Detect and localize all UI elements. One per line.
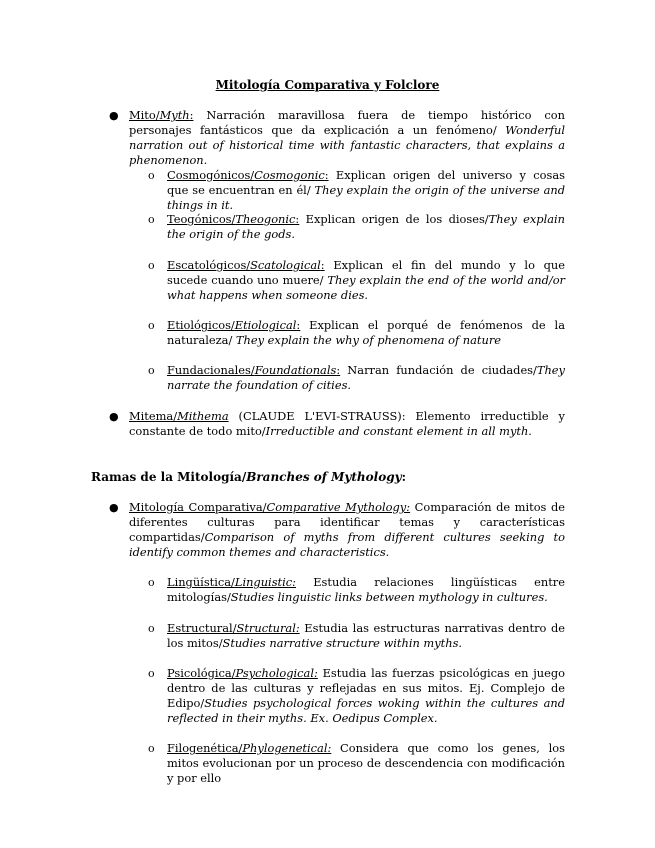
- sublist-item-escatologicos: [148, 258, 566, 303]
- section-heading-en: Branches of Mythology: [246, 470, 402, 484]
- desc-es: (CLAUDE L'EVI-STRAUSS): Elemento irreductible y constante de todo mito/: [129, 409, 565, 438]
- desc-es: Explican el fin del mundo y lo que sucede cuando uno muere/: [167, 258, 565, 287]
- term-en: Cosmogonic: [254, 168, 325, 182]
- sublist-item-filogenetica: [148, 741, 565, 786]
- term-es: Filogenética/: [167, 741, 243, 755]
- term-en: Comparative Mythology:: [266, 500, 411, 514]
- desc-en: Comparison of myths from different cultures seeking to identify common themes and characteristics.: [129, 530, 565, 559]
- circle-bullet-icon: o: [148, 259, 155, 272]
- circle-bullet-icon: o: [148, 364, 155, 377]
- circle-bullet-icon: o: [148, 319, 155, 332]
- term-en: Foundationals: [254, 363, 337, 377]
- sublist-item-cosmogonicos: [148, 168, 565, 213]
- page-title: Mitología Comparativa y Folclore: [215, 78, 440, 92]
- desc-es: Explican origen del universo y cosas que se encuentran en él/: [167, 168, 565, 197]
- desc-en: Studies psychological forces woking within the cultures and reflected in their myths. Ex. Oedipus Complex.: [167, 696, 565, 725]
- sublist-item-etiologicos: [148, 318, 565, 348]
- term-es: Etiológicos/: [167, 318, 235, 332]
- term-en: Structural:: [236, 621, 300, 635]
- desc-es: Explican el porqué de fenómenos de la naturaleza/: [167, 318, 565, 347]
- desc-es: Considera que como los genes, los mitos evolucionan por un proceso de descendencia con modificación y por ello: [167, 741, 565, 785]
- desc-en: They explain the end of the world and/or what happens when someone dies.: [167, 273, 566, 302]
- list-item-mito: [109, 108, 565, 168]
- term-es: Mitema/: [129, 409, 178, 423]
- term-es: Mito/: [129, 108, 160, 122]
- desc-es: Estudia relaciones lingüísticas entre mitologías/: [167, 575, 565, 604]
- desc-en: They explain the origin of the universe and things in it.: [167, 183, 565, 212]
- bullet-icon: ●: [109, 410, 119, 423]
- bullet-icon: ●: [109, 109, 119, 122]
- term-colon: :: [295, 212, 300, 226]
- term-es: Estructural/: [167, 621, 237, 635]
- section-heading: [91, 470, 406, 485]
- sublist-item-teogonicos: [148, 212, 565, 242]
- term-colon: :: [324, 168, 329, 182]
- list-item-mitologia-comparativa: [109, 500, 565, 560]
- term-es: Escatológicos/: [167, 258, 251, 272]
- circle-bullet-icon: o: [148, 622, 155, 635]
- term-es: Psicológica/: [167, 666, 236, 680]
- sublist-item-psicologica: [148, 666, 565, 726]
- desc-en: Studies narrative structure within myths.: [222, 636, 463, 650]
- desc-es: Narran fundación de ciudades/: [340, 363, 537, 377]
- bullet-icon: ●: [109, 501, 119, 514]
- term-en: Scatological: [250, 258, 321, 272]
- term-es: Cosmogónicos/: [167, 168, 255, 182]
- term-es: Lingüística/: [167, 575, 235, 589]
- term-en: Phylogenetical:: [242, 741, 332, 755]
- desc-en: They explain the origin of the gods.: [167, 212, 565, 241]
- list-item-mitema: [109, 409, 565, 439]
- sublist-item-estructural: [148, 621, 565, 651]
- desc-es: Estudia las fuerzas psicológicas en juego dentro de las culturas y reflejadas en sus mitos. Ej. Complejo de Edipo/: [167, 666, 565, 710]
- term-en: Theogonic: [235, 212, 296, 226]
- sublist-item-linguistica: [148, 575, 565, 605]
- desc-en: They narrate the foundation of cities.: [167, 363, 565, 392]
- term-en: Myth: [159, 108, 190, 122]
- desc-en: They explain the why of phenomena of nature: [235, 333, 502, 347]
- term-es: Teogónicos/: [167, 212, 236, 226]
- term-colon: :: [189, 108, 194, 122]
- desc-es: Estudia las estructuras narrativas dentro de los mitos/: [167, 621, 565, 650]
- term-en: Psychological:: [235, 666, 318, 680]
- circle-bullet-icon: o: [148, 576, 155, 589]
- circle-bullet-icon: o: [148, 213, 155, 226]
- term-es: Fundacionales/: [167, 363, 255, 377]
- term-colon: :: [296, 318, 301, 332]
- term-colon: :: [320, 258, 325, 272]
- section-heading-es: Ramas de la Mitología/: [91, 470, 247, 484]
- circle-bullet-icon: o: [148, 742, 155, 755]
- desc-es: Comparación de mitos de diferentes culturas para identificar temas y características compartidas/: [129, 500, 565, 544]
- desc-en: Studies linguistic links between mythology in cultures.: [230, 590, 548, 604]
- term-en: Mithema: [177, 409, 229, 423]
- desc-en: Irreductible and constant element in all myth.: [265, 424, 532, 438]
- desc-en: Wonderful narration out of historical time with fantastic characters, that explains a phenomenon.: [129, 123, 565, 167]
- term-en: Etiological: [234, 318, 297, 332]
- circle-bullet-icon: o: [148, 169, 155, 182]
- section-heading-colon: :: [401, 470, 407, 484]
- sublist-item-fundacionales: [148, 363, 565, 393]
- term-colon: :: [336, 363, 341, 377]
- desc-es: Explican origen de los dioses/: [299, 212, 489, 226]
- term-en: Linguistic:: [234, 575, 296, 589]
- desc-es: Narración maravillosa fuera de tiempo histórico con personajes fantásticos que da explicación a un fenómeno/: [129, 108, 565, 137]
- circle-bullet-icon: o: [148, 667, 155, 680]
- term-es: Mitología Comparativa/: [129, 500, 267, 514]
